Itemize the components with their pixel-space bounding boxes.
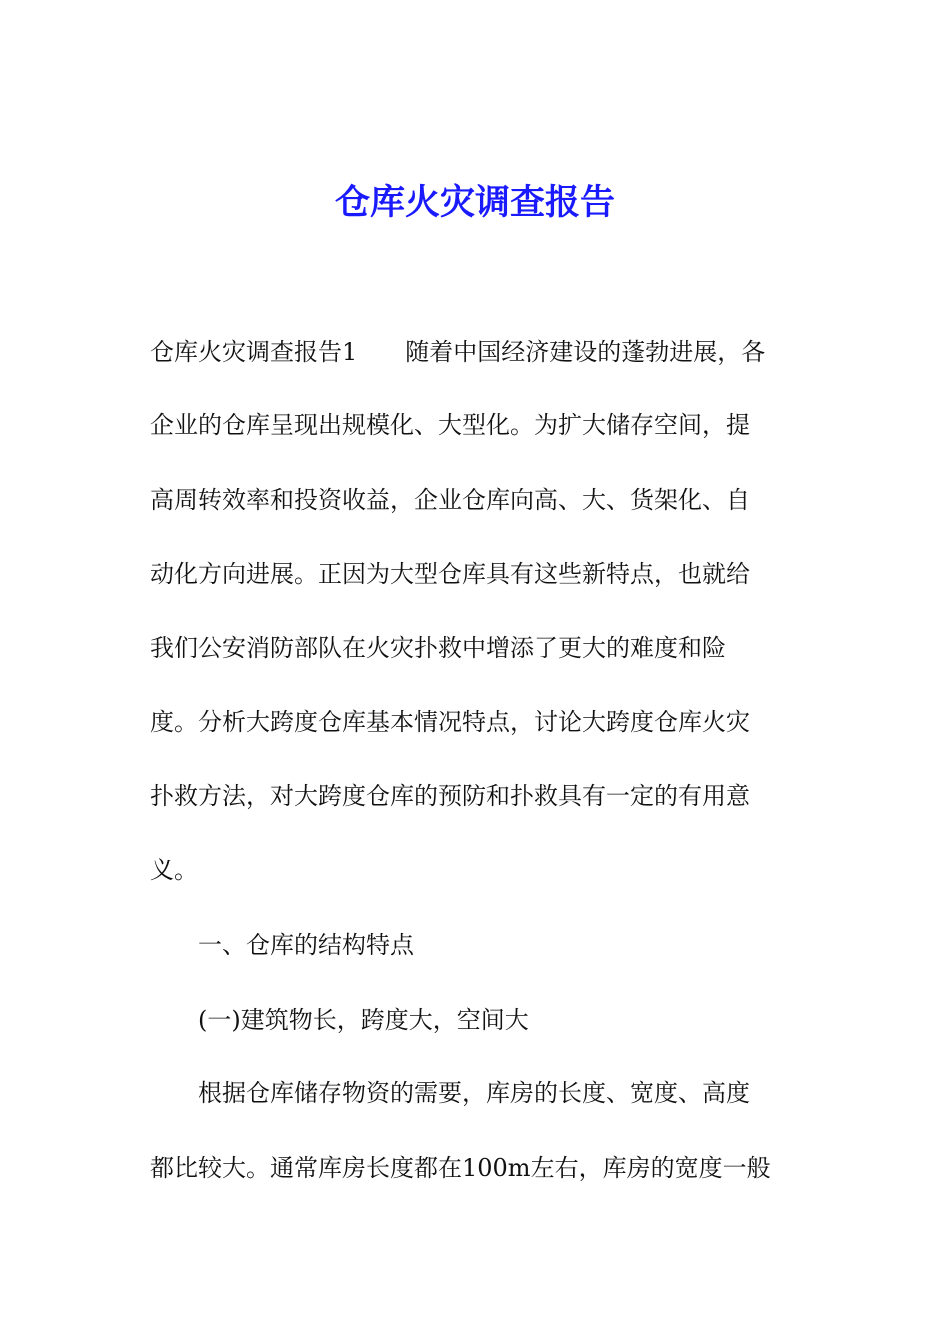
paragraph-line: 度。分析大跨度仓库基本情况特点，讨论大跨度仓库火灾 xyxy=(150,708,750,736)
section-heading: 一、仓库的结构特点 xyxy=(150,931,414,959)
paragraph-line: 扑救方法，对大跨度仓库的预防和扑救具有一定的有用意 xyxy=(150,782,750,810)
paragraph-line: 动化方向进展。正因为大型仓库具有这些新特点，也就给 xyxy=(150,560,750,588)
subsection-heading: (一)建筑物长，跨度大，空间大 xyxy=(150,1006,529,1034)
paragraph-line: 根据仓库储存物资的需要，库房的长度、宽度、高度 xyxy=(150,1079,750,1107)
paragraph-line: 企业的仓库呈现出规模化、大型化。为扩大储存空间，提 xyxy=(150,411,750,439)
paragraph-line: 高周转效率和投资收益，企业仓库向高、大、货架化、自 xyxy=(150,486,750,514)
paragraph-line: 我们公安消防部队在火灾扑救中增添了更大的难度和险 xyxy=(150,634,726,662)
paragraph-line: 义。 xyxy=(150,856,198,884)
paragraph-line: 都比较大。通常库房长度都在100m左右，库房的宽度一般 xyxy=(150,1154,771,1182)
document-title: 仓库火灾调查报告 xyxy=(334,182,615,223)
paragraph-line: 仓库火灾调查报告1 随着中国经济建设的蓬勃进展，各 xyxy=(150,338,766,366)
